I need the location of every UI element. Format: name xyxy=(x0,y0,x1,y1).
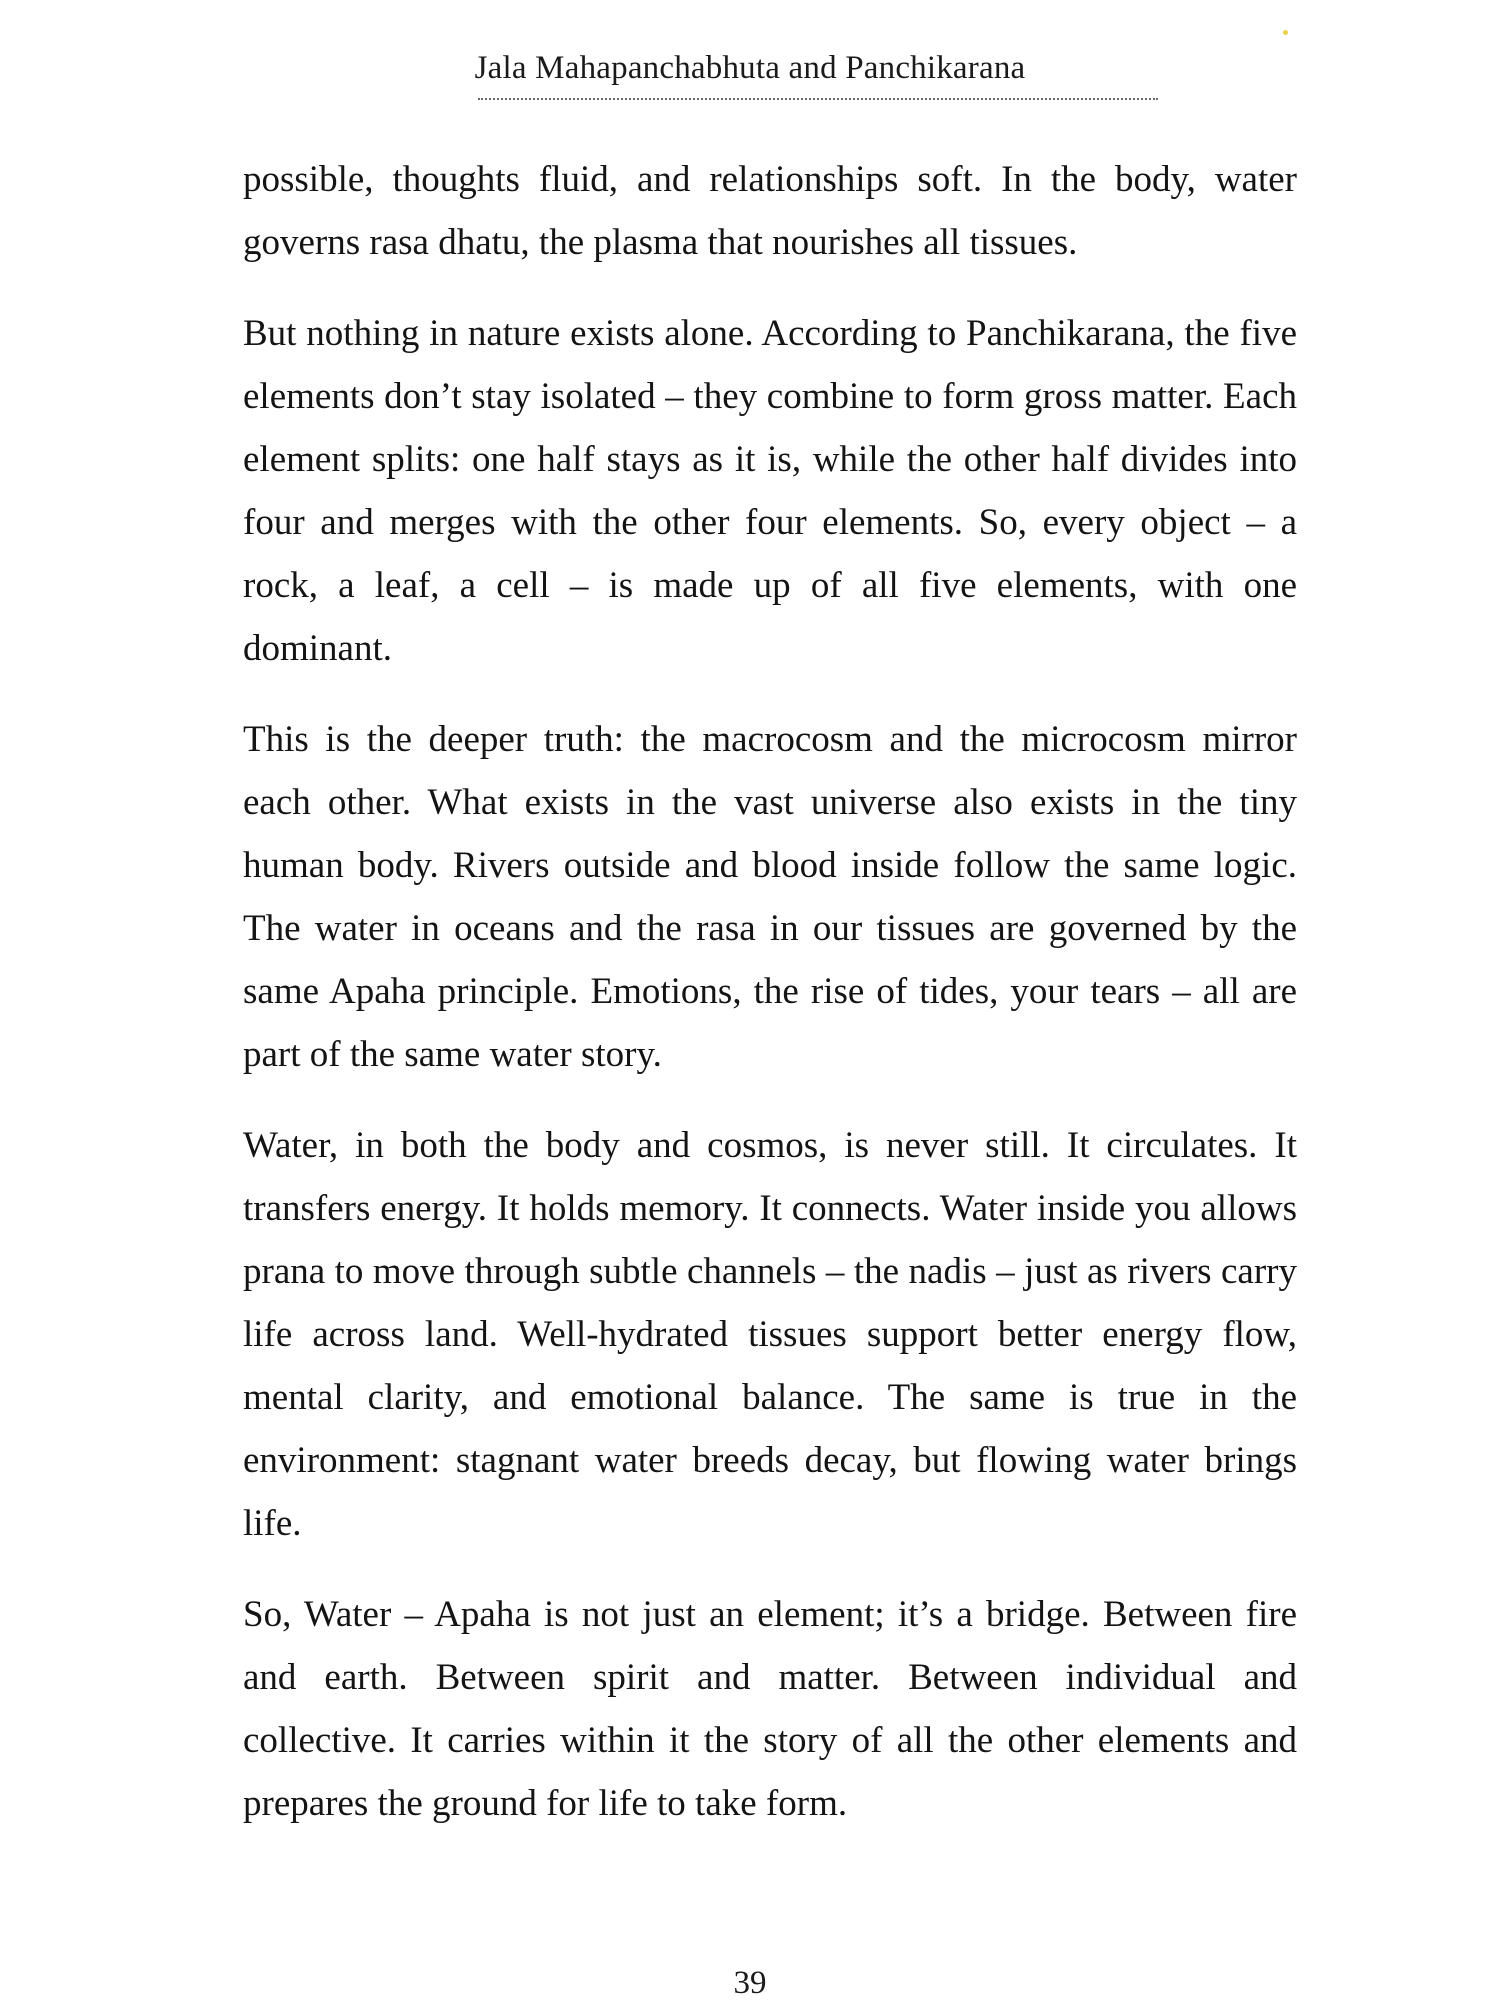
running-header: Jala Mahapanchabhuta and Panchikarana xyxy=(474,50,1026,86)
paragraph-3: This is the deeper truth: the macrocosm and the microcosm mirror each other. What exists in the vast universe also exists in the tiny human body. Rivers outside and blood inside follow the same logic. The water in oceans and the rasa in our tissues are governed by the same Apaha principle. Emotions, the rise of tides, your tears – all are part of the same water story. xyxy=(243,719,1297,1075)
header-rule xyxy=(478,98,1158,100)
paragraph-4: Water, in both the body and cosmos, is never still. It circulates. It transfers energy. It holds memory. It connects. Water inside you allows prana to move through subtle channels – the nadis – just as rivers carry life across land. Well-hydrated tissues support better energy flow, mental clarity, and emotional balance. The same is true in the environment: stagnant water breeds decay, but flowing water brings life. xyxy=(243,1125,1297,1544)
scan-speck xyxy=(1283,30,1288,35)
paragraph-5: So, Water – Apaha is not just an element; it’s a bridge. Between fire and earth. Between spirit and matter. Between individual and collective. It carries within it the story of all the other elements and prepares the ground for life to take form. xyxy=(243,1594,1297,1824)
body-text xyxy=(243,148,1297,1863)
page-number: 39 xyxy=(733,1965,767,2001)
paragraph-2: But nothing in nature exists alone. According to Panchikarana, the five elements don’t stay isolated – they combine to form gross matter. Each element splits: one half stays as it is, while the other half divides into four and merges with the other four elements. So, every object – a rock, a leaf, a cell – is made up of all five elements, with one dominant. xyxy=(243,313,1297,669)
paragraph-1: possible, thoughts fluid, and relationships soft. In the body, water governs rasa dhatu, the plasma that nourishes all tissues. xyxy=(243,159,1297,263)
